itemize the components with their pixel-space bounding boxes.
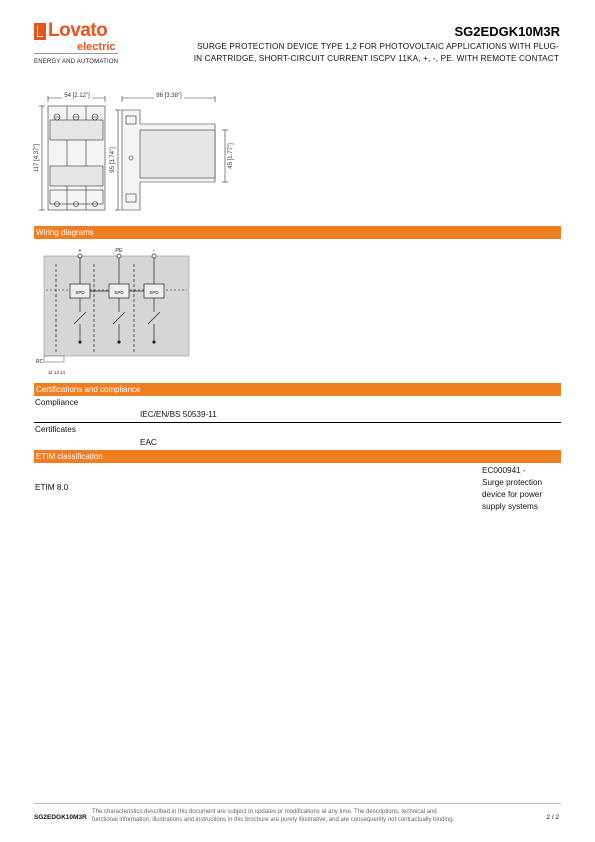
terminal-label-minus: - <box>153 248 155 254</box>
etim-line-3: device for power <box>482 490 543 499</box>
terminal-label-plus: + <box>78 248 82 254</box>
module-label-3: SPD <box>149 290 159 295</box>
etim-version-label: ETIM 8.0 <box>35 483 69 492</box>
brand-sub: electric <box>77 41 116 53</box>
etim-line-1: EC000941 - <box>482 466 526 475</box>
disclaimer-line-1: The characteristics described in this document are subject to updates or modifications at any time. The descriptions, technical and <box>92 809 437 815</box>
etim-line-2: Surge protection <box>482 478 543 487</box>
certificates-label: Certificates <box>35 425 76 434</box>
dim-height-label: 117 [4.37"] <box>34 143 40 173</box>
module-label-2: SPD <box>114 290 124 295</box>
rc-pin-12: 12 <box>54 370 60 375</box>
footer-product-code: SG2EDGK10M3R <box>34 814 87 821</box>
dim-width-label: 54 [2.12"] <box>64 93 90 99</box>
terminal-label-pe: PE <box>115 248 123 254</box>
disclaimer-line-2: functional information, illustrations and instructions in this brochure are purely illustrative, and are consequently not contractually binding. <box>92 817 455 823</box>
dim-inner-height-label: 95 [3.74"] <box>110 147 116 173</box>
rc-pin-14: 14 <box>60 370 66 375</box>
logo-mark-glyph <box>37 26 43 37</box>
page-number: 2 / 2 <box>546 814 559 821</box>
compliance-label: Compliance <box>35 398 79 407</box>
row-divider-1 <box>34 422 561 423</box>
footer-divider <box>34 803 561 804</box>
section-certifications: Certifications and compliance <box>34 383 561 396</box>
dim-side-height-label: 45 [1.77"] <box>228 143 234 169</box>
product-code: SG2EDGK10M3R <box>454 24 560 39</box>
footer-disclaimer <box>92 808 512 824</box>
etim-class-description <box>482 465 542 513</box>
module-label-1: SPD <box>75 290 85 295</box>
brand-name: Lovato <box>48 20 108 41</box>
description-line-2: IN CARTRIDGE, SHORT-CIRCUIT CURRENT ISCPV 11KA, +, -, PE. WITH REMOTE CONTACT <box>193 54 559 63</box>
section-etim: ETIM classification <box>34 450 561 463</box>
description-line-1: SURGE PROTECTION DEVICE TYPE 1,2 FOR PHOTOVOLTAIC APPLICATIONS WITH PLUG- <box>197 42 559 51</box>
wiring-diagram <box>34 244 194 376</box>
section-wiring-diagrams: Wiring diagrams <box>34 226 561 239</box>
dim-depth-label: 86 [3.38"] <box>156 93 182 99</box>
certificates-value: EAC <box>140 438 157 447</box>
product-description <box>125 41 559 65</box>
rc-label: RC <box>36 359 44 365</box>
dimension-drawing <box>30 86 240 216</box>
logo-divider <box>34 53 118 54</box>
brand-tagline: ENERGY AND AUTOMATION <box>34 59 119 65</box>
rc-pin-11: 11 <box>48 370 53 375</box>
etim-line-4: supply systems <box>482 502 538 511</box>
compliance-value: IEC/EN/BS 50539-11 <box>140 410 217 419</box>
